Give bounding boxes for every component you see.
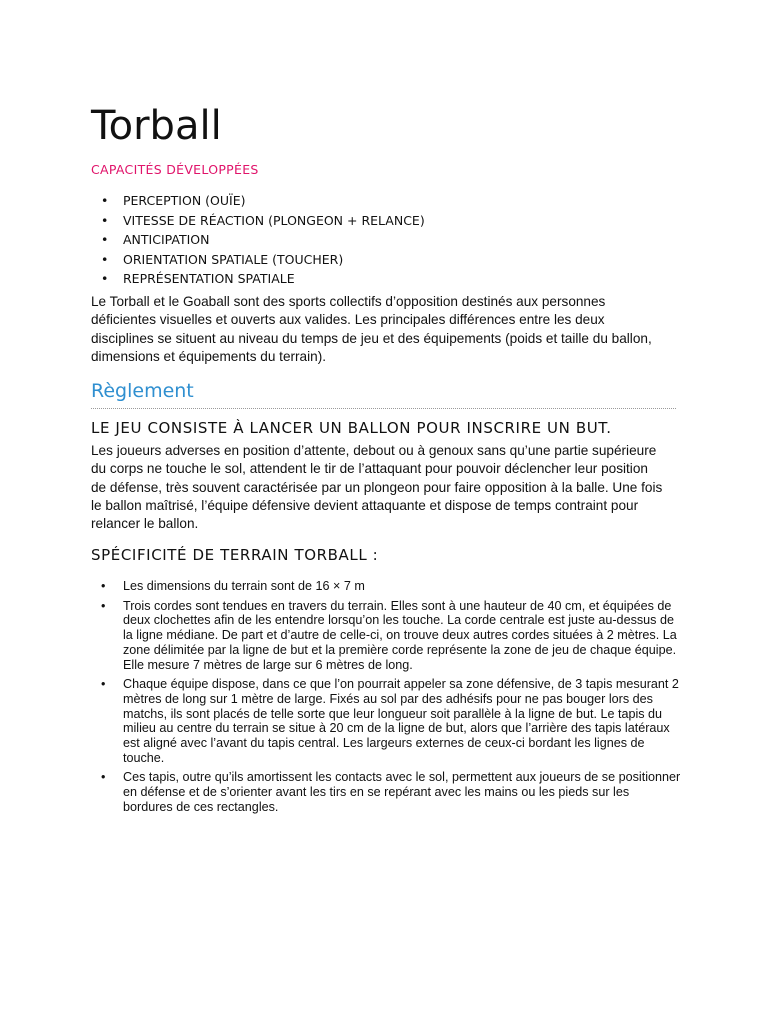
list-item — [91, 230, 425, 250]
list-item-text: ANTICIPATION — [123, 232, 210, 247]
bullet-icon: • — [101, 770, 106, 785]
terrain-list — [91, 579, 681, 820]
intro-paragraph: Le Torball et le Goaball sont des sports collectifs d’opposition destinés aux personnes déficientes visuelles et ouverts aux valides. Les principales différences entre les deux disciplines se situent au niveau du temps de jeu et des équipements (poids et taille du ballon, dimensions et équipements du terrain). — [91, 294, 652, 364]
bullet-icon: • — [101, 193, 109, 208]
list-item — [91, 250, 425, 270]
capacities-list — [91, 191, 425, 289]
list-item-text: REPRÉSENTATION SPATIALE — [123, 271, 295, 286]
list-item — [91, 579, 681, 594]
bullet-icon: • — [101, 212, 109, 228]
rule-heading: LE JEU CONSISTE À LANCER UN BALLON POUR INSCRIRE UN BUT. — [91, 419, 612, 437]
bullet-icon: • — [101, 579, 106, 593]
list-item-text: PERCEPTION (OUÏE) — [123, 193, 246, 208]
list-item-text: Chaque équipe dispose, dans ce que l’on pourrait appeler sa zone défensive, de 3 tapis mesurant 2 mètres de long sur 1 mètre de large. Fixés au sol par des adhésifs pour ne pas bouger lors des matchs, ils sont placés de telle sorte que leur longueur soit parallèle à la ligne de but. Le tapis du milieu au centre du terrain se situe à 20 cm de la ligne de but, alors que l’arrière des tapis latéraux est aligné avec l’avant du tapis central. Les largeurs externes de ceux-ci bordant les lignes de touche. — [123, 677, 679, 765]
bullet-icon: • — [101, 232, 109, 247]
list-item-text: ORIENTATION SPATIALE (TOUCHER) — [123, 251, 344, 267]
rule-paragraph: Les joueurs adverses en position d’attente, debout ou à genoux sans qu’une partie supérieure du corps ne touche le sol, attendent le tir de l’attaquant pour pouvoir déclencher leur position de défense, très souvent caractérisée par un plongeon pour faire opposition à la balle. Une fois le ballon maîtrisé, l’équipe défensive devient attaquante et dispose de temps contraint pour relancer le ballon. — [91, 443, 663, 532]
list-item — [91, 770, 681, 814]
list-item-text: Trois cordes sont tendues en travers du terrain. Elles sont à une hauteur de 40 cm, et équipées de deux clochettes afin de les entendre lorsqu’on les touche. La corde centrale est juste au-dessus de la ligne médiane. De part et d’autre de celle-ci, on trouve deux autres cordes situées à 2 mètres. La zone délimitée par la ligne de but et la première corde représente la zone de jeu de chaque équipe. Elle mesure 7 mètres de large sur 6 mètres de long. — [123, 598, 677, 672]
bullet-icon: • — [101, 271, 109, 286]
bullet-icon: • — [101, 677, 106, 692]
list-item — [91, 599, 681, 673]
section-heading: Règlement — [91, 380, 194, 402]
list-item — [91, 677, 681, 765]
bullet-icon: • — [101, 598, 106, 613]
list-item — [91, 211, 425, 231]
list-item — [91, 269, 425, 289]
terrain-heading: SPÉCIFICITÉ DE TERRAIN TORBALL : — [91, 546, 379, 564]
bullet-icon: • — [101, 251, 109, 267]
list-item-text: Les dimensions du terrain sont de 16 × 7 m — [123, 579, 365, 593]
document-title: Torball — [91, 103, 222, 149]
section-divider — [91, 408, 676, 409]
list-item-text: VITESSE DE RÉACTION (PLONGEON + RELANCE) — [123, 212, 425, 228]
list-item-text: Ces tapis, outre qu’ils amortissent les contacts avec le sol, permettent aux joueurs de se positionner en défense et de s’orienter avant les tirs en se repérant avec les mains ou les pieds sur les bordures de ces rectangles. — [123, 770, 681, 814]
list-item — [91, 191, 425, 211]
document-subtitle: CAPACITÉS DÉVELOPPÉES — [91, 162, 259, 177]
